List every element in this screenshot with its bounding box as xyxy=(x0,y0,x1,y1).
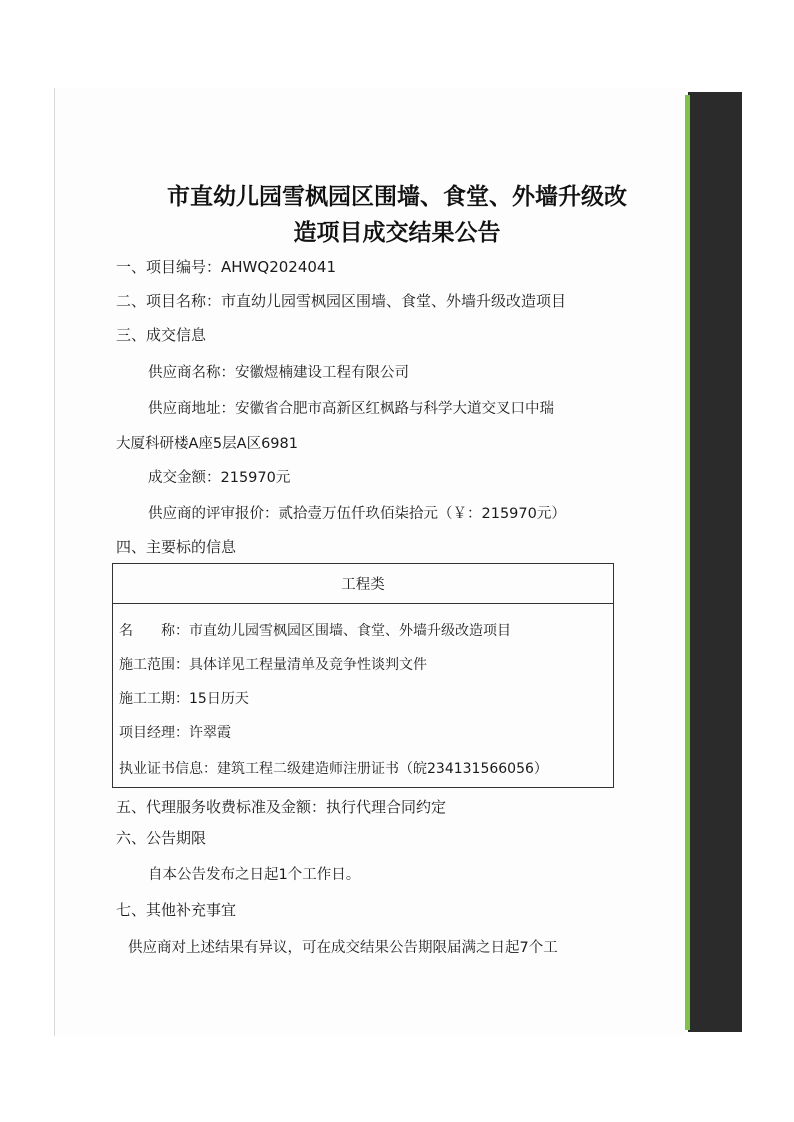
project-number xyxy=(116,256,336,277)
other-matters-heading: 七、其他补充事宜 xyxy=(116,901,237,919)
deal-amount: 成交金额：215970元 xyxy=(148,470,291,486)
project-name-value: 市直幼儿园雪枫园区围墙、食堂、外墙升级改造项目 xyxy=(221,292,567,310)
announcement-period-text: 自本公告发布之日起1个工作日。 xyxy=(148,867,361,883)
review-quote: 供应商的评审报价：贰拾壹万伍仟玖佰柒拾元（￥：215970元） xyxy=(148,506,566,522)
project-name xyxy=(116,290,566,311)
agency-fee-heading: 五、代理服务收费标准及金额：执行代理合同约定 xyxy=(116,798,447,816)
main-subject-heading: 四、主要标的信息 xyxy=(116,538,237,556)
supplier-name: 供应商名称：安徽煜楠建设工程有限公司 xyxy=(148,365,409,381)
table-row-certificate: 执业证书信息：建筑工程二级建造师注册证书（皖234131566056） xyxy=(119,761,548,777)
project-number-label: 一、项目编号： xyxy=(116,258,222,276)
project-name-label: 二、项目名称： xyxy=(116,292,222,310)
supplier-address-line2: 大厦科研楼A座5层A区6981 xyxy=(116,436,298,452)
other-matters-text: 供应商对上述结果有异议，可在成交结果公告期限届满之日起7个工 xyxy=(128,940,558,956)
table-row-duration: 施工工期：15日历天 xyxy=(119,691,249,707)
project-number-value: AHWQ2024041 xyxy=(221,258,336,276)
document-title-line2: 造项目成交结果公告 xyxy=(293,219,501,246)
table-header: 工程类 xyxy=(113,564,613,604)
subject-info-table xyxy=(112,563,614,788)
table-row-name: 名 称：市直幼儿园雪枫园区围墙、食堂、外墙升级改造项目 xyxy=(119,623,511,639)
deal-info-heading: 三、成交信息 xyxy=(116,326,207,344)
announcement-period-heading: 六、公告期限 xyxy=(116,829,207,847)
document-title-line1: 市直幼儿园雪枫园区围墙、食堂、外墙升级改 xyxy=(167,183,627,210)
table-row-manager: 项目经理：许翠霞 xyxy=(119,725,231,741)
supplier-address-line1: 供应商地址：安徽省合肥市高新区红枫路与科学大道交叉口中瑞 xyxy=(148,401,554,417)
table-row-scope: 施工范围：具体详见工程量清单及竞争性谈判文件 xyxy=(119,657,427,673)
